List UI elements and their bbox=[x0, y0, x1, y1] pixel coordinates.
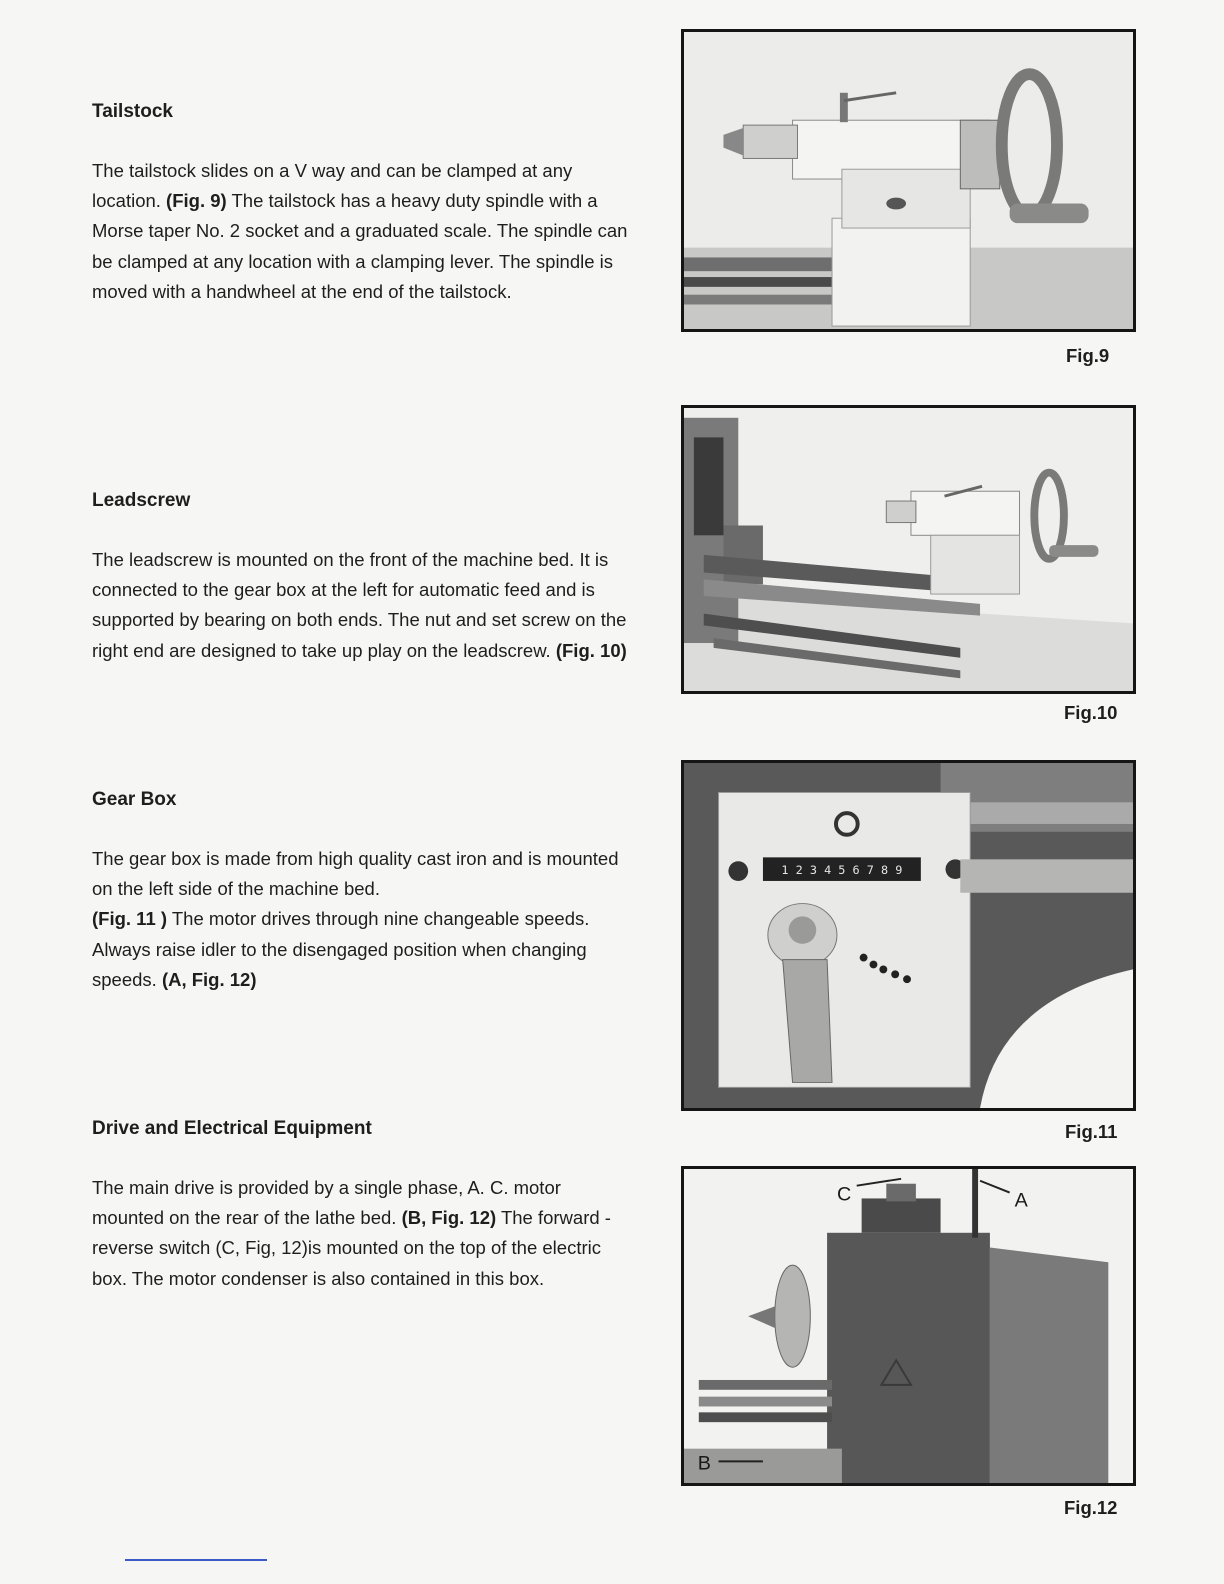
gearbox-text-2: The motor drives through nine changeable speeds. Always raise idler to the disengaged position when changing speeds. bbox=[92, 908, 590, 990]
tailstock-heading: Tailstock bbox=[92, 101, 173, 122]
gearbox-text-1: The gear box is made from high quality cast iron and is mounted on the left side of the machine bed. bbox=[92, 848, 619, 900]
leadscrew-text-1: The leadscrew is mounted on the front of the machine bed. It is connected to the gear box at the left for automatic feed and is supported by bearing on both ends. The nut and set screw on the right end are designed to take up play on the leadscrew. bbox=[92, 549, 627, 661]
fig12-label-b: B bbox=[697, 1452, 711, 1475]
fig12-label-c: C bbox=[836, 1183, 852, 1206]
fig10-caption: Fig.10 bbox=[1064, 702, 1118, 723]
drive-heading: Drive and Electrical Equipment bbox=[92, 1118, 372, 1139]
fig10-photo bbox=[681, 405, 1136, 694]
tailstock-text-2: The tailstock has a heavy duty spindle with a Morse taper No. 2 socket and a graduated scale. The spindle can be clamped at any location with a clamping lever. The spindle is moved with a handwheel at the end of the tailstock. bbox=[92, 190, 628, 302]
leadscrew-heading: Leadscrew bbox=[92, 490, 191, 511]
fig11-caption: Fig.11 bbox=[1065, 1121, 1118, 1142]
gearbox-fig-ref-2: (A, Fig. 12) bbox=[161, 968, 257, 990]
fig12-photo bbox=[681, 1166, 1136, 1486]
leadscrew-fig-ref: (Fig. 10) bbox=[555, 639, 627, 661]
gearbox-heading: Gear Box bbox=[92, 789, 177, 810]
fig11-gearbox-illustration bbox=[684, 763, 1133, 1108]
fig9-caption: Fig.9 bbox=[1066, 345, 1110, 366]
tailstock-fig-ref: (Fig. 9) bbox=[166, 190, 227, 212]
fig9-photo bbox=[681, 29, 1136, 332]
drive-paragraph bbox=[92, 1173, 637, 1294]
fig11-photo bbox=[681, 760, 1136, 1111]
drive-text-2: The forward -reverse switch (C, Fig, 12)is mounted on the top of the electric box. The motor condenser is also contained in this box. bbox=[92, 1207, 611, 1289]
leadscrew-paragraph bbox=[92, 545, 637, 666]
drive-text-1: The main drive is provided by a single phase, A. C. motor mounted on the rear of the lathe bed. bbox=[92, 1177, 561, 1229]
footer-rule bbox=[125, 1559, 267, 1561]
gearbox-fig-ref-1: (Fig. 11 ) bbox=[92, 908, 168, 930]
fig10-leadscrew-illustration bbox=[684, 408, 1133, 691]
fig12-label-a: A bbox=[1014, 1189, 1028, 1212]
fig12-caption: Fig.12 bbox=[1064, 1497, 1118, 1518]
drive-fig-ref: (B, Fig. 12) bbox=[401, 1207, 497, 1229]
fig12-drive-illustration bbox=[684, 1169, 1133, 1483]
tailstock-paragraph bbox=[92, 156, 637, 307]
tailstock-text-1: The tailstock slides on a V way and can be clamped at any location. bbox=[92, 160, 573, 212]
fig9-tailstock-illustration bbox=[684, 32, 1133, 329]
gearbox-paragraph bbox=[92, 844, 637, 995]
fig11-dial-numbers: 1 2 3 4 5 6 7 8 9 bbox=[781, 863, 903, 878]
